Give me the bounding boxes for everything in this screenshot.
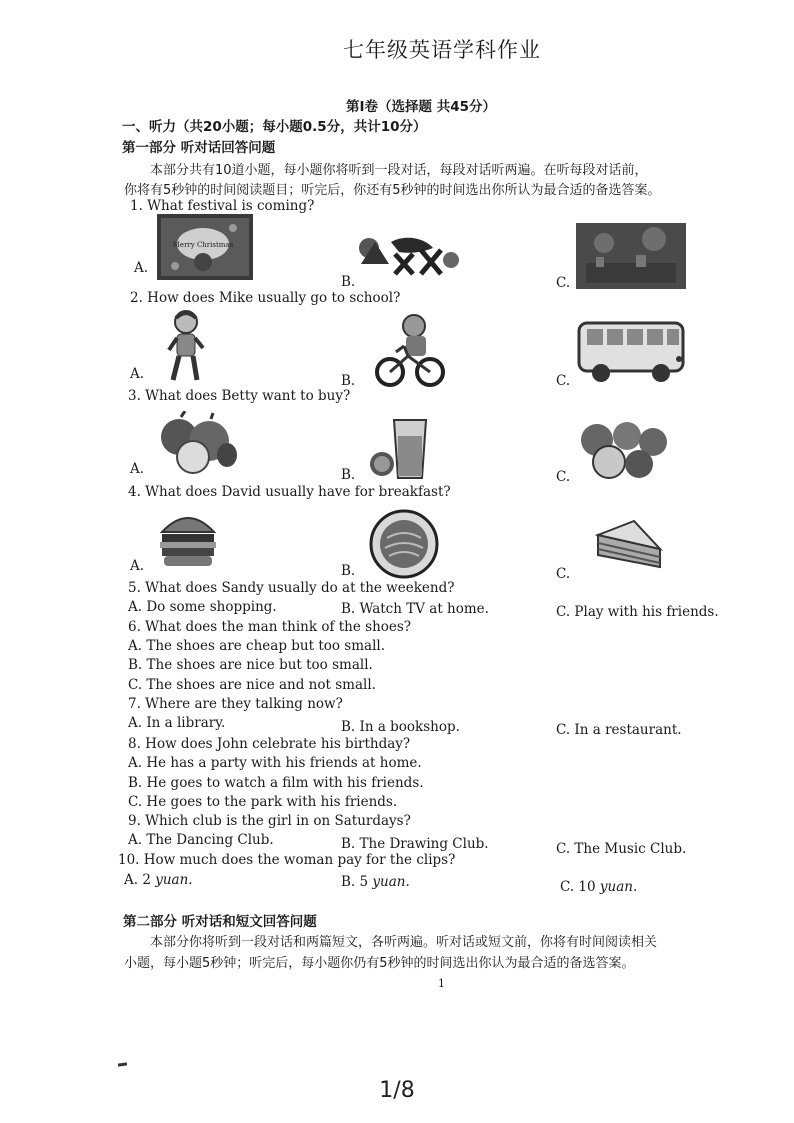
- q5-option-b: B. Watch TV at home.: [341, 601, 489, 617]
- q7-option-a: A. In a library.: [128, 715, 226, 731]
- q5-option-c: C. Play with his friends.: [556, 604, 719, 620]
- q8-option-a: A. He has a party with his friends at home.: [128, 755, 422, 771]
- christmas-card-text: Merry Christmas: [172, 241, 234, 249]
- spring-festival-image: [355, 234, 461, 276]
- q10-option-a-unit: yuan: [155, 872, 189, 888]
- q10-option-b-unit: yuan: [372, 874, 406, 890]
- page-indicator: 1/8: [379, 1078, 415, 1103]
- q10-option-c: [560, 879, 637, 895]
- question-7: 7. Where are they talking now?: [128, 696, 343, 712]
- scan-mark: [118, 1062, 127, 1066]
- question-8: 8. How does John celebrate his birthday?: [128, 736, 411, 752]
- bicycle-boy-image: [374, 312, 446, 388]
- q4-option-b-label: B.: [341, 563, 356, 579]
- q9-option-c: C. The Music Club.: [556, 841, 687, 857]
- cake-slice-image: [594, 515, 664, 569]
- question-4: 4. What does David usually have for breakfast?: [128, 484, 451, 500]
- section1-heading: 一、听力（共20小题；每小题0.5分，共计10分）: [122, 119, 427, 135]
- q3-option-a-label: A.: [130, 461, 145, 477]
- question-3: 3. What does Betty want to buy?: [128, 388, 351, 404]
- q1-option-b-label: B.: [341, 274, 356, 290]
- q4-option-a-label: A.: [130, 558, 145, 574]
- part2-intro-line2: 小题，每小题5秒钟；听完后，每小题你仍有5秒钟的时间选出你认为最合适的备选答案。: [124, 956, 635, 971]
- q6-option-c: C. The shoes are nice and not small.: [128, 677, 376, 693]
- part1-intro-line2: 你将有5秒钟的时间阅读题目；听完后，你还有5秒钟的时间选出你所认为最合适的备选答案。: [124, 183, 661, 198]
- question-10: 10. How much does the woman pay for the clips?: [118, 852, 456, 868]
- q6-option-b: B. The shoes are nice but too small.: [128, 657, 373, 673]
- q10-option-b: [341, 874, 410, 890]
- christmas-card-image: [157, 214, 253, 280]
- volume-heading: 第Ⅰ卷（选择题 共45分）: [346, 99, 497, 115]
- q10-option-c-unit: yuan: [599, 879, 633, 895]
- q9-option-b: B. The Drawing Club.: [341, 836, 489, 852]
- noodles-bowl-image: [369, 508, 439, 580]
- q5-option-a: A. Do some shopping.: [128, 599, 277, 615]
- q10-option-c-amount: C. 10: [560, 879, 600, 895]
- q2-option-c-label: C.: [556, 373, 571, 389]
- q1-option-c-label: C.: [556, 275, 571, 291]
- q2-option-a-label: A.: [130, 366, 145, 382]
- q6-option-a: A. The shoes are cheap but too small.: [128, 638, 386, 654]
- oranges-image: [577, 418, 669, 480]
- q8-option-b: B. He goes to watch a film with his friends.: [128, 775, 424, 791]
- page-title: 七年级英语学科作业: [343, 38, 541, 62]
- q7-option-b: B. In a bookshop.: [341, 719, 460, 735]
- part1-intro-line1: 本部分共有10道小题，每小题你将听到一段对话，每段对话听两遍。在听每段对话前，: [150, 163, 648, 178]
- q3-option-c-label: C.: [556, 469, 571, 485]
- q10-option-b-period: .: [405, 874, 410, 890]
- q4-option-c-label: C.: [556, 566, 571, 582]
- q1-option-a-label: A.: [134, 260, 149, 276]
- q10-option-b-amount: B. 5: [341, 874, 373, 890]
- question-9: 9. Which club is the girl in on Saturdays?: [128, 813, 411, 829]
- school-bus-image: [575, 315, 689, 387]
- q9-option-a: A. The Dancing Club.: [128, 832, 274, 848]
- question-1: 1. What festival is coming?: [130, 198, 315, 214]
- q10-option-c-period: .: [632, 879, 638, 895]
- q10-option-a-period: .: [188, 872, 193, 888]
- q7-option-c: C. In a restaurant.: [556, 722, 682, 738]
- question-2: 2. How does Mike usually go to school?: [130, 290, 401, 306]
- walking-boy-image: [165, 308, 207, 386]
- q8-option-c: C. He goes to the park with his friends.: [128, 794, 398, 810]
- fireworks-night-image: [576, 223, 686, 289]
- orange-juice-image: [368, 418, 434, 480]
- q2-option-b-label: B.: [341, 373, 356, 389]
- part2-heading: 第二部分 听对话和短文回答问题: [123, 914, 317, 930]
- hamburger-image: [160, 508, 216, 568]
- page-number: 1: [438, 977, 445, 990]
- q10-option-a-amount: A. 2: [124, 872, 156, 888]
- question-5: 5. What does Sandy usually do at the weekend?: [128, 580, 455, 596]
- part2-intro-line1: 本部分你将听到一段对话和两篇短文，各听两遍。听对话或短文前，你将有时间阅读相关: [150, 935, 658, 950]
- q10-option-a: [124, 872, 193, 888]
- part1-heading: 第一部分 听对话回答问题: [122, 140, 276, 156]
- question-6: 6. What does the man think of the shoes?: [128, 619, 412, 635]
- q3-option-b-label: B.: [341, 467, 356, 483]
- apples-image: [155, 411, 239, 477]
